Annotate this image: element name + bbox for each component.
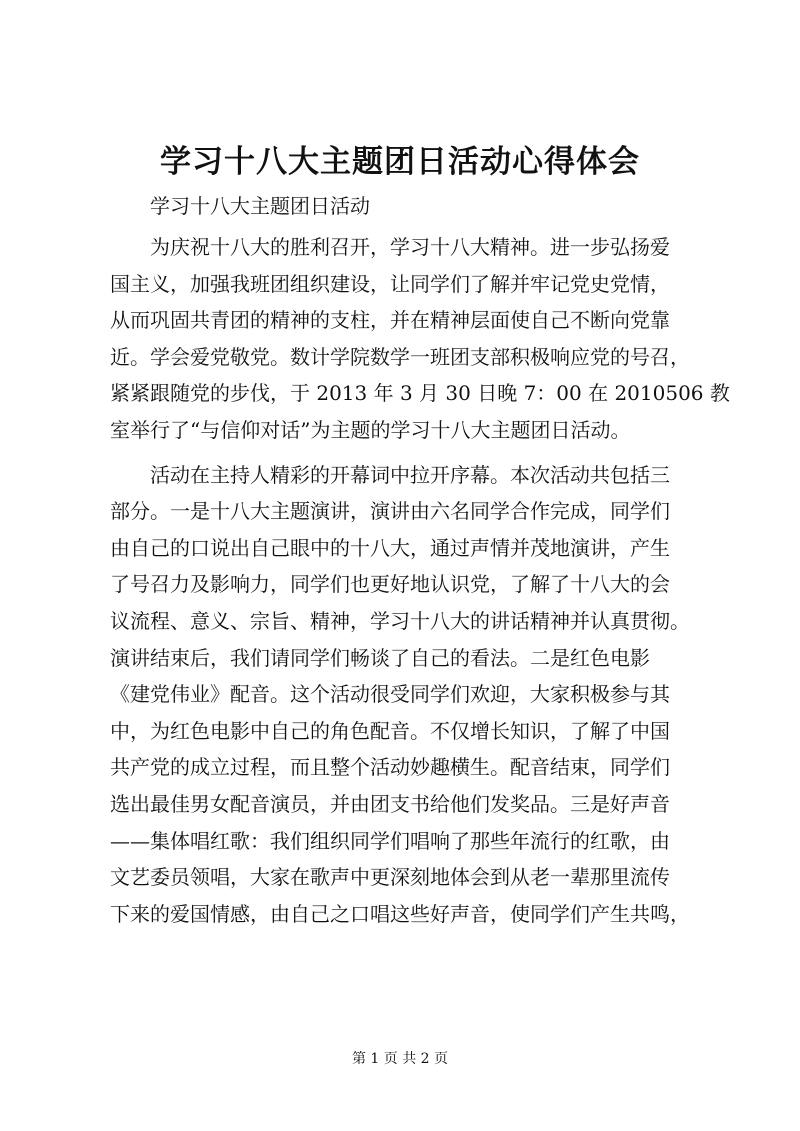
paragraph-line: 由自己的口说出自己眼中的十八大，通过声情并茂地演讲，产生 [110,535,670,560]
paragraph-line: 国主义，加强我班团组织建设，让同学们了解并牢记党史党情， [110,271,670,296]
paragraph-line: 演讲结束后，我们请同学们畅谈了自己的看法。二是红色电影 [110,645,650,670]
paragraph-line: 紧紧跟随党的步伐，于 2013 年 3 月 30 日晚 7：00 在 2010506 教 [110,381,730,406]
paragraph-line: 活动在主持人精彩的开幕词中拉开序幕。本次活动共包括三 [150,462,670,487]
paragraph-line: 近。学会爱党敬党。数计学院数学一班团支部积极响应党的号召， [110,344,690,369]
paragraph-line: 共产党的成立过程，而且整个活动妙趣横生。配音结束，同学们 [110,755,670,780]
paragraph-1 [110,229,730,449]
paragraph-line: 文艺委员领唱，大家在歌声中更深刻地体会到从老一辈那里流传 [110,865,670,890]
document-title: 学习十八大主题团日活动心得体会 [160,144,640,180]
document-subtitle: 学习十八大主题团日活动 [150,194,370,218]
paragraph-line: 下来的爱国情感，由自己之口唱这些好声音，使同学们产生共鸣， [110,901,690,926]
page-footer: 第 1 页 共 2 页 [351,1051,449,1067]
paragraph-line: 《建党伟业》配音。这个活动很受同学们欢迎，大家积极参与其 [110,682,670,707]
paragraph-line: 议流程、意义、宗旨、精神，学习十八大的讲话精神并认真贯彻。 [110,608,690,633]
paragraph-line: 了号召力及影响力，同学们也更好地认识党，了解了十八大的会 [110,572,670,597]
paragraph-line: 室举行了“与信仰对话”为主题的学习十八大主题团日活动。 [110,417,631,442]
paragraph-line: 中，为红色电影中自己的角色配音。不仅增长知识，了解了中国 [110,718,670,743]
paragraph-line: 部分。一是十八大主题演讲，演讲由六名同学合作完成，同学们 [110,499,670,524]
paragraph-line: 从而巩固共青团的精神的支柱，并在精神层面使自己不断向党靠 [110,308,670,333]
paragraph-2 [110,457,710,933]
paragraph-line: ——集体唱红歌：我们组织同学们唱响了那些年流行的红歌，由 [110,828,670,853]
document-body [110,229,730,932]
paragraph-line: 为庆祝十八大的胜利召开，学习十八大精神。进一步弘扬爱 [150,235,670,259]
paragraph-line: 选出最佳男女配音演员，并由团支书给他们发奖品。三是好声音 [110,791,670,816]
